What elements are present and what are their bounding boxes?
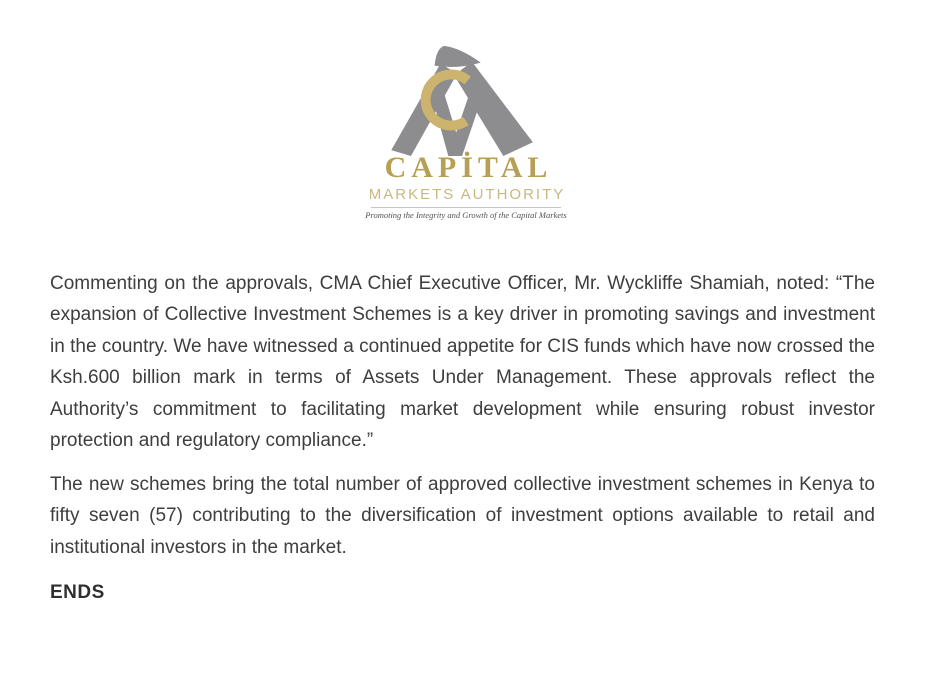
brand-name: CAPİTAL (384, 151, 553, 184)
logo-divider (371, 207, 561, 208)
paragraph-schemes-total: The new schemes bring the total number of approved collective investment schemes in Kenya to fifty seven (57) contributing to the diversification of investment options available to retail and institutional investors in the market. (50, 473, 875, 558)
paragraph-ceo-quote: Commenting on the approvals, CMA Chief Executive Officer, Mr. Wyckliffe Shamiah, noted: “The expansion of Collective Investment Schemes is a key driver in promoting savings and investment in the country. We have witnessed a continued appetite for CIS funds which have now crossed the Ksh.600 billion mark in terms of Assets Under Management. These approvals reflect the Authority’s commitment to facilitating market development while ensuring robust investor protection and regulatory compliance.” (50, 272, 875, 451)
cma-logo (0, 0, 932, 220)
press-release-body (0, 268, 932, 609)
brand-subtitle: MARKETS AUTHORITY (368, 186, 566, 203)
ends-marker: ENDS (50, 582, 105, 603)
brand-tagline: Promoting the Integrity and Growth of the Capital Markets (365, 210, 567, 220)
logo-apex-flag (435, 46, 481, 67)
cma-logo-mark-icon (387, 42, 545, 158)
